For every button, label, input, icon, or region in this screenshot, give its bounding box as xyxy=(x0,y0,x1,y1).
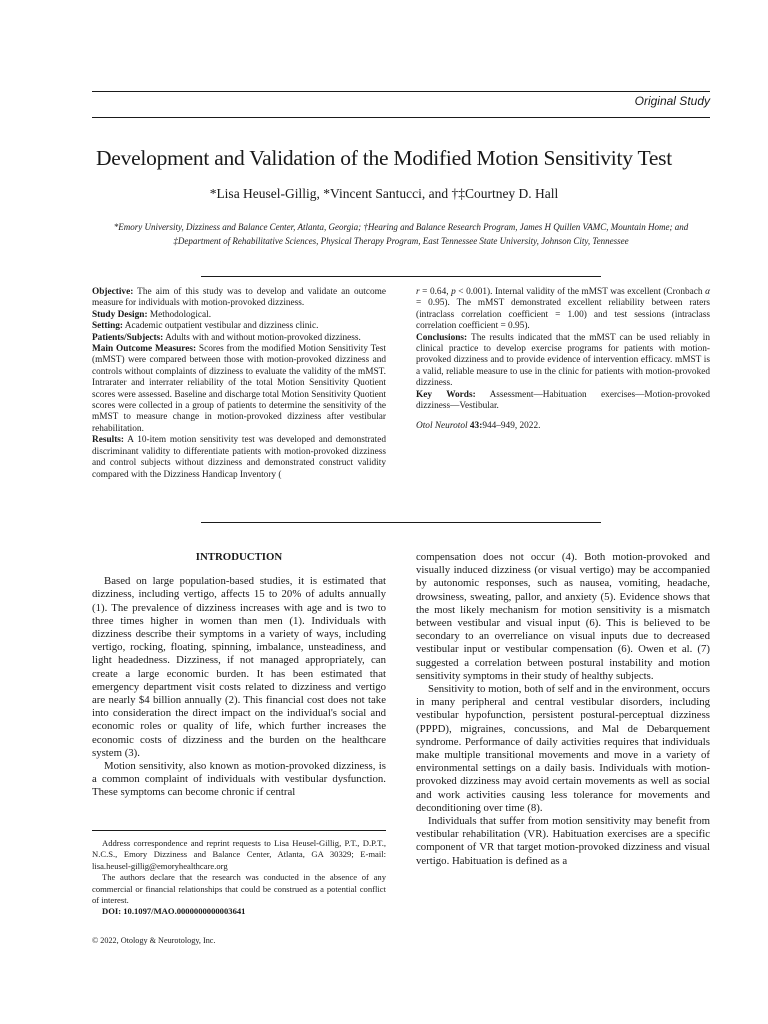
footnote-doi: DOI: 10.1097/MAO.0000000000003641 xyxy=(102,906,246,917)
footnote-rule xyxy=(92,830,386,831)
abstract-objective xyxy=(92,287,386,310)
author-list: *Lisa Heusel-Gillig, *Vincent Santucci, and †‡Courtney D. Hall xyxy=(209,186,559,201)
article-title: Development and Validation of the Modified Motion Sensitivity Test xyxy=(96,146,672,170)
intro-paragraph-1: Based on large population-based studies, it is estimated that dizziness, including vertigo, affects 15 to 20% of adults annually (1). The prevalence of dizziness increases with age and is two to three times higher in women than men (1). Individuals with dizziness describe their symptoms in a variety of ways, including vertigo, rocking, floating, spinning, imbalance, unsteadiness, and light headedness. Dizziness, if not managed appropriately, can create a large economic burden. It has been estimated that emergency department visit costs related to dizziness and vertigo are nearly $4 billion annually (2). This financial cost does not take into consideration the direct impact on the individual's social and economic roles or quality of life, which further increases the economic costs of dizziness and the burden on the healthcare system (3). xyxy=(92,575,386,759)
footnote xyxy=(92,838,386,918)
results-text-a: A 10-item motion sensitivity test was developed and demonstrated discriminant validity to differentiate patients with motion-provoked dizziness and control subjects without dizziness and demonstrated construct validity compared with the Dizziness Handicap Inventory ( xyxy=(92,435,386,480)
body-right-column xyxy=(416,551,710,868)
abstract-design xyxy=(92,310,386,321)
setting-text: Academic outpatient vestibular and dizziness clinic. xyxy=(123,321,319,332)
abstract-setting xyxy=(92,321,386,332)
results-alpha-symbol: α xyxy=(705,287,710,297)
citation-pages-year: 944–949, 2022. xyxy=(482,421,541,432)
results-text-d: = 0.95). The mMST demonstrated excellent reliability between raters (intraclass correlation coefficient = 1.00) and test sessions (intraclass correlation coefficient = 0.95). xyxy=(416,298,710,332)
results-r-symbol: r xyxy=(416,287,420,297)
patients-label: Patients/Subjects: xyxy=(92,332,164,343)
abstract-right-column xyxy=(416,287,710,433)
abstract-results xyxy=(92,435,386,481)
results-p-symbol: p xyxy=(451,287,456,297)
keywords-label: Key Words: xyxy=(416,389,476,400)
abstract-left-column xyxy=(92,287,386,481)
affiliations: *Emory University, Dizziness and Balance Center, Atlanta, Georgia; †Hearing and Balance Research Program, James H Quillen VAMC, Mountain Home; and ‡Department of Rehabilitative Sciences, Physical Therapy Program, East Tennessee State University, Johnson City, Tennessee xyxy=(113,222,689,246)
abstract-patients xyxy=(92,333,386,344)
objective-label: Objective: xyxy=(92,287,134,297)
abstract-keywords xyxy=(416,390,710,413)
abstract-measures xyxy=(92,344,386,435)
design-text: Methodological. xyxy=(147,309,212,320)
body-left-column xyxy=(92,551,386,800)
results-text-b: = 0.64, xyxy=(419,287,452,297)
footnote-correspondence: Address correspondence and reprint requests to Lisa Heusel-Gillig, P.T., D.P.T., N.C.S., Emory Dizziness and Balance Center, Atlanta, GA 30329; E-mail: lisa.heusel-gillig@emoryhealthcare.org xyxy=(92,838,386,871)
conclusions-label: Conclusions: xyxy=(416,332,468,343)
abstract-results-continued xyxy=(416,287,710,333)
keywords-text: Assessment—Habituation exercises—Motion-provoked dizziness—Vestibular. xyxy=(416,389,711,412)
abstract-bottom-rule xyxy=(201,522,601,523)
abstract-top-rule xyxy=(201,276,601,277)
citation xyxy=(416,421,710,432)
results-text-c: < 0.001). Internal validity of the mMST was excellent (Cronbach xyxy=(455,287,706,297)
objective-text: The aim of this study was to develop and validate an outcome measure for individuals with motion-provoked dizziness. xyxy=(92,287,386,309)
measures-label: Main Outcome Measures: xyxy=(92,344,197,355)
section-label: Original Study xyxy=(634,94,710,108)
design-label: Study Design: xyxy=(92,309,148,320)
intro-paragraph-2: Motion sensitivity, also known as motion-provoked dizziness, is a common complaint of individuals with vestibular dysfunction. These symptoms can become chronic if central xyxy=(92,760,386,799)
copyright: © 2022, Otology & Neurotology, Inc. xyxy=(92,936,216,945)
footnote-disclosure: The authors declare that the research was conducted in the absence of any commercial or financial relationships that could be construed as a potential conflict of interest. xyxy=(92,872,386,906)
intro-paragraph-2-continued: compensation does not occur (4). Both motion-provoked and visually induced dizziness (or visual vertigo) may be accompanied by autonomic responses, such as nausea, vomiting, headache, drowsiness, sweating, pallor, and anxiety (5). Evidence shows that the most likely mechanism for motion sensitivity is a mismatch between vestibular and visual input (6). This is believed to be secondary to an overreliance on visual inputs due to decreased vestibular input or vestibular compensation (6). Owen et al. (7) suggested a correlation between postural instability and motion sensitivity symptoms in their study of healthy subjects. xyxy=(416,551,710,682)
setting-label: Setting: xyxy=(92,321,123,332)
conclusions-text: The results indicated that the mMST can be used reliably in clinical practice to develop exercise programs for patients with motion-provoked dizziness and to provide evidence of intervention efficacy. mMST is a valid, reliable measure to use in the clinic for patients with motion-provoked dizziness. xyxy=(416,332,710,389)
patients-text: Adults with and without motion-provoked dizziness. xyxy=(163,332,361,343)
header-rule xyxy=(92,91,710,92)
section-heading-introduction: INTRODUCTION xyxy=(195,551,283,563)
header-rule-bottom xyxy=(92,117,710,118)
citation-volume: 43: xyxy=(469,421,483,432)
results-label: Results: xyxy=(92,435,125,446)
abstract-conclusions xyxy=(416,333,710,390)
intro-paragraph-4: Individuals that suffer from motion sensitivity may benefit from vestibular rehabilitation (VR). Habituation exercises are a specific component of VR that target motion-provoked dizziness and visual vertigo. Habituation is defined as a xyxy=(416,815,710,867)
intro-paragraph-3: Sensitivity to motion, both of self and in the environment, occurs in many peripheral and central vestibular disorders, including vestibular hypofunction, persistent postural-perceptual dizziness (PPPD), migraines, concussions, and Mal de Debarquement syndrome. Performance of daily activities requires that individuals make multiple transitional movements and move in a variety of environmental settings on a daily basis. Individuals with motion-provoked dizziness may avoid certain movements as well as social and work activities causing less tolerance for movements and deconditioning over time (8). xyxy=(416,683,710,814)
citation-journal: Otol Neurotol xyxy=(416,421,468,432)
measures-text: Scores from the modified Motion Sensitivity Test (mMST) were compared between those with motion-provoked dizziness and controls without complaints of dizziness to evaluate the validity of the mMST. Intrarater and interrater reliability of the total Motion Sensitivity Quotient scores were assessed. Baseline and discharge total Motion Sensitivity Quotient scores were collected in a group of patients to determine the sensitivity of the mMST to measure change in motion-provoked dizziness after vestibular rehabilitation. xyxy=(92,344,386,434)
